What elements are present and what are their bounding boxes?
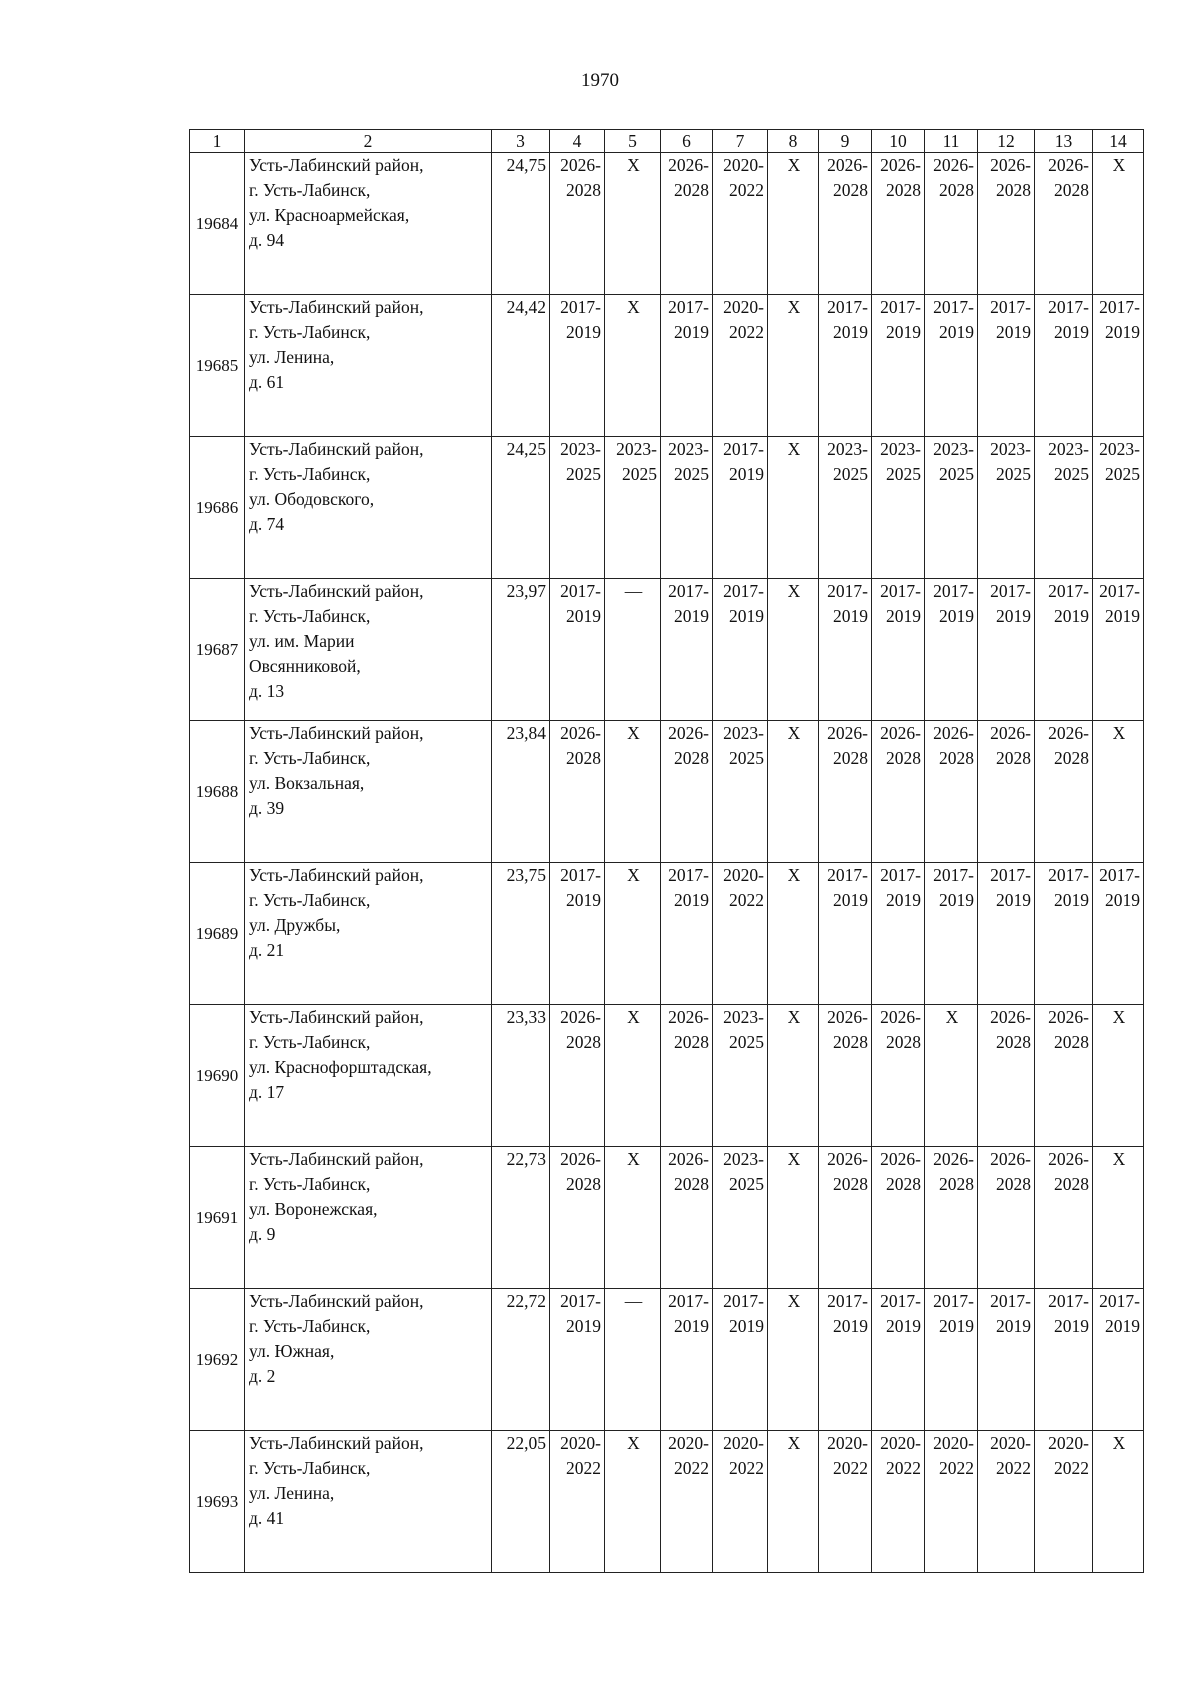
record-id-cell: 19693	[190, 1431, 245, 1573]
record-id-cell: 19688	[190, 721, 245, 863]
area-cell: 24,25	[492, 437, 550, 579]
address-line: д. 21	[249, 940, 285, 960]
period-cell: 2017- 2019	[713, 437, 768, 579]
address-cell	[245, 721, 492, 863]
column-number-cell: 7	[713, 130, 768, 153]
period-cell: 2020- 2022	[978, 1431, 1035, 1573]
record-id-cell: 19684	[190, 153, 245, 295]
address-line: г. Усть-Лабинск,	[249, 464, 371, 484]
table-row	[190, 721, 1144, 863]
not-applicable-cell: X	[1093, 1147, 1144, 1289]
not-applicable-cell: X	[768, 437, 819, 579]
table-row	[190, 1005, 1144, 1147]
period-cell: 2017- 2019	[550, 295, 605, 437]
not-applicable-cell: X	[605, 1005, 661, 1147]
period-cell: 2020- 2022	[661, 1431, 713, 1573]
table-row	[190, 437, 1144, 579]
period-cell: 2020- 2022	[872, 1431, 925, 1573]
record-id-cell: 19687	[190, 579, 245, 721]
address-line: Усть-Лабинский район,	[249, 1291, 424, 1311]
period-cell: 2020- 2022	[713, 863, 768, 1005]
address-line: г. Усть-Лабинск,	[249, 1174, 371, 1194]
not-applicable-cell: X	[605, 721, 661, 863]
not-applicable-cell: X	[768, 721, 819, 863]
period-cell: 2017- 2019	[1035, 863, 1093, 1005]
not-applicable-cell: X	[768, 579, 819, 721]
period-cell: 2026- 2028	[550, 721, 605, 863]
table-row	[190, 1289, 1144, 1431]
period-cell: 2017- 2019	[819, 295, 872, 437]
table-row	[190, 1147, 1144, 1289]
period-cell: 2017- 2019	[1093, 1289, 1144, 1431]
period-cell: 2017- 2019	[713, 1289, 768, 1431]
record-id-cell: 19691	[190, 1147, 245, 1289]
period-cell: 2017- 2019	[661, 1289, 713, 1431]
area-cell: 24,42	[492, 295, 550, 437]
address-line: ул. Ободовского,	[249, 489, 375, 509]
address-line: д. 39	[249, 798, 285, 818]
period-cell: 2026- 2028	[925, 721, 978, 863]
address-line: Усть-Лабинский район,	[249, 297, 424, 317]
period-cell: 2020- 2022	[713, 153, 768, 295]
period-cell: 2023- 2025	[819, 437, 872, 579]
period-cell: 2023- 2025	[713, 1005, 768, 1147]
address-cell	[245, 295, 492, 437]
period-cell: 2026- 2028	[872, 153, 925, 295]
period-cell: 2023- 2025	[1035, 437, 1093, 579]
address-line: д. 13	[249, 681, 285, 701]
address-line: ул. Ленина,	[249, 347, 335, 367]
area-cell: 23,84	[492, 721, 550, 863]
not-applicable-cell: X	[768, 1147, 819, 1289]
period-cell: 2017- 2019	[978, 1289, 1035, 1431]
period-cell: 2020- 2022	[550, 1431, 605, 1573]
address-line: Усть-Лабинский район,	[249, 1007, 424, 1027]
address-line: г. Усть-Лабинск,	[249, 322, 371, 342]
not-applicable-cell: X	[605, 295, 661, 437]
address-line: д. 61	[249, 372, 285, 392]
period-cell: 2017- 2019	[925, 295, 978, 437]
column-number-cell: 11	[925, 130, 978, 153]
address-line: Усть-Лабинский район,	[249, 1149, 424, 1169]
address-line: ул. Красноармейская,	[249, 205, 410, 225]
period-cell: 2017- 2019	[661, 579, 713, 721]
not-applicable-cell: X	[925, 1005, 978, 1147]
column-number-cell: 12	[978, 130, 1035, 153]
address-line: ул. Южная,	[249, 1341, 335, 1361]
not-applicable-cell: X	[768, 153, 819, 295]
period-cell: 2026- 2028	[550, 1147, 605, 1289]
period-cell: 2026- 2028	[978, 153, 1035, 295]
not-applicable-cell: X	[1093, 1005, 1144, 1147]
period-cell: 2026- 2028	[1035, 721, 1093, 863]
period-cell: 2023- 2025	[550, 437, 605, 579]
address-line: г. Усть-Лабинск,	[249, 1458, 371, 1478]
period-cell: 2017- 2019	[819, 579, 872, 721]
period-cell: 2023- 2025	[872, 437, 925, 579]
period-cell: 2017- 2019	[925, 863, 978, 1005]
period-cell: 2026- 2028	[978, 721, 1035, 863]
address-line: Усть-Лабинский район,	[249, 581, 424, 601]
period-cell: 2017- 2019	[925, 1289, 978, 1431]
column-number-cell: 4	[550, 130, 605, 153]
address-line: Усть-Лабинский район,	[249, 155, 424, 175]
period-cell: 2020- 2022	[925, 1431, 978, 1573]
address-line: д. 9	[249, 1224, 276, 1244]
not-applicable-cell: X	[768, 1289, 819, 1431]
period-cell: 2026- 2028	[1035, 1147, 1093, 1289]
period-cell: 2026- 2028	[550, 153, 605, 295]
period-cell: 2017- 2019	[819, 1289, 872, 1431]
period-cell: 2017- 2019	[1093, 295, 1144, 437]
area-cell: 22,05	[492, 1431, 550, 1573]
table-row	[190, 295, 1144, 437]
not-applicable-cell: X	[768, 1005, 819, 1147]
period-cell: 2017- 2019	[661, 295, 713, 437]
period-cell: 2017- 2019	[925, 579, 978, 721]
period-cell: 2017- 2019	[550, 579, 605, 721]
period-cell: 2017- 2019	[872, 295, 925, 437]
period-cell: 2017- 2019	[819, 863, 872, 1005]
period-cell: 2026- 2028	[819, 1147, 872, 1289]
period-cell: 2017- 2019	[1035, 1289, 1093, 1431]
address-cell	[245, 1005, 492, 1147]
registry-table	[189, 129, 1144, 1573]
not-applicable-cell: X	[768, 863, 819, 1005]
address-cell	[245, 153, 492, 295]
period-cell: 2017- 2019	[978, 295, 1035, 437]
period-cell: 2026- 2028	[661, 1147, 713, 1289]
period-cell: 2026- 2028	[872, 1147, 925, 1289]
period-cell: 2017- 2019	[1035, 579, 1093, 721]
period-cell: 2017- 2019	[872, 1289, 925, 1431]
address-line: Овсянниковой,	[249, 656, 361, 676]
address-line: Усть-Лабинский район,	[249, 439, 424, 459]
period-cell: 2017- 2019	[978, 579, 1035, 721]
dash-cell: —	[605, 579, 661, 721]
address-line: ул. Ленина,	[249, 1483, 335, 1503]
address-line: Усть-Лабинский район,	[249, 1433, 424, 1453]
table-body	[190, 130, 1144, 1573]
address-line: г. Усть-Лабинск,	[249, 890, 371, 910]
address-cell	[245, 1431, 492, 1573]
record-id-cell: 19690	[190, 1005, 245, 1147]
not-applicable-cell: X	[605, 863, 661, 1005]
not-applicable-cell: X	[605, 1431, 661, 1573]
address-line: г. Усть-Лабинск,	[249, 748, 371, 768]
period-cell: 2023- 2025	[713, 1147, 768, 1289]
address-cell	[245, 1289, 492, 1431]
period-cell: 2023- 2025	[978, 437, 1035, 579]
record-id-cell: 19685	[190, 295, 245, 437]
period-cell: 2026- 2028	[819, 153, 872, 295]
address-cell	[245, 437, 492, 579]
address-line: г. Усть-Лабинск,	[249, 606, 371, 626]
address-line: Усть-Лабинский район,	[249, 723, 424, 743]
not-applicable-cell: X	[1093, 1431, 1144, 1573]
area-cell: 24,75	[492, 153, 550, 295]
area-cell: 22,73	[492, 1147, 550, 1289]
column-number-cell: 9	[819, 130, 872, 153]
period-cell: 2023- 2025	[661, 437, 713, 579]
area-cell: 22,72	[492, 1289, 550, 1431]
period-cell: 2026- 2028	[819, 721, 872, 863]
column-number-row	[190, 130, 1144, 153]
page-number: 1970	[581, 70, 619, 91]
period-cell: 2026- 2028	[872, 1005, 925, 1147]
address-line: г. Усть-Лабинск,	[249, 180, 371, 200]
period-cell: 2026- 2028	[661, 1005, 713, 1147]
address-line: д. 17	[249, 1082, 285, 1102]
column-number-cell: 3	[492, 130, 550, 153]
address-line: ул. Дружбы,	[249, 915, 341, 935]
period-cell: 2020- 2022	[1035, 1431, 1093, 1573]
address-line: д. 94	[249, 230, 285, 250]
period-cell: 2020- 2022	[713, 295, 768, 437]
period-cell: 2026- 2028	[661, 153, 713, 295]
period-cell: 2026- 2028	[1035, 153, 1093, 295]
period-cell: 2017- 2019	[978, 863, 1035, 1005]
table-row	[190, 579, 1144, 721]
address-line: ул. Вокзальная,	[249, 773, 365, 793]
address-cell	[245, 1147, 492, 1289]
period-cell: 2017- 2019	[1093, 863, 1144, 1005]
record-id-cell: 19686	[190, 437, 245, 579]
address-cell	[245, 863, 492, 1005]
period-cell: 2026- 2028	[925, 153, 978, 295]
column-number-cell: 10	[872, 130, 925, 153]
period-cell: 2023- 2025	[605, 437, 661, 579]
period-cell: 2026- 2028	[819, 1005, 872, 1147]
not-applicable-cell: X	[605, 153, 661, 295]
period-cell: 2017- 2019	[872, 863, 925, 1005]
period-cell: 2017- 2019	[550, 863, 605, 1005]
period-cell: 2017- 2019	[1093, 579, 1144, 721]
period-cell: 2026- 2028	[661, 721, 713, 863]
column-number-cell: 8	[768, 130, 819, 153]
address-line: ул. им. Марии	[249, 631, 355, 651]
column-number-cell: 13	[1035, 130, 1093, 153]
not-applicable-cell: X	[605, 1147, 661, 1289]
not-applicable-cell: X	[768, 295, 819, 437]
column-number-cell: 5	[605, 130, 661, 153]
not-applicable-cell: X	[1093, 721, 1144, 863]
period-cell: 2017- 2019	[550, 1289, 605, 1431]
period-cell: 2017- 2019	[1035, 295, 1093, 437]
period-cell: 2017- 2019	[661, 863, 713, 1005]
period-cell: 2017- 2019	[872, 579, 925, 721]
column-number-cell: 1	[190, 130, 245, 153]
period-cell: 2023- 2025	[1093, 437, 1144, 579]
record-id-cell: 19689	[190, 863, 245, 1005]
address-line: ул. Краснофорштадская,	[249, 1057, 432, 1077]
column-number-cell: 2	[245, 130, 492, 153]
record-id-cell: 19692	[190, 1289, 245, 1431]
table-row	[190, 863, 1144, 1005]
period-cell: 2023- 2025	[713, 721, 768, 863]
address-cell	[245, 579, 492, 721]
table-row	[190, 1431, 1144, 1573]
period-cell: 2017- 2019	[713, 579, 768, 721]
area-cell: 23,33	[492, 1005, 550, 1147]
column-number-cell: 6	[661, 130, 713, 153]
period-cell: 2020- 2022	[819, 1431, 872, 1573]
period-cell: 2026- 2028	[925, 1147, 978, 1289]
period-cell: 2026- 2028	[872, 721, 925, 863]
address-line: д. 2	[249, 1366, 276, 1386]
address-line: Усть-Лабинский район,	[249, 865, 424, 885]
dash-cell: —	[605, 1289, 661, 1431]
address-line: д. 41	[249, 1508, 285, 1528]
period-cell: 2026- 2028	[550, 1005, 605, 1147]
area-cell: 23,75	[492, 863, 550, 1005]
period-cell: 2023- 2025	[925, 437, 978, 579]
not-applicable-cell: X	[1093, 153, 1144, 295]
address-line: г. Усть-Лабинск,	[249, 1032, 371, 1052]
table-row	[190, 153, 1144, 295]
period-cell: 2026- 2028	[978, 1147, 1035, 1289]
not-applicable-cell: X	[768, 1431, 819, 1573]
address-line: д. 74	[249, 514, 285, 534]
column-number-cell: 14	[1093, 130, 1144, 153]
period-cell: 2026- 2028	[978, 1005, 1035, 1147]
address-line: ул. Воронежская,	[249, 1199, 378, 1219]
period-cell: 2020- 2022	[713, 1431, 768, 1573]
area-cell: 23,97	[492, 579, 550, 721]
address-line: г. Усть-Лабинск,	[249, 1316, 371, 1336]
period-cell: 2026- 2028	[1035, 1005, 1093, 1147]
